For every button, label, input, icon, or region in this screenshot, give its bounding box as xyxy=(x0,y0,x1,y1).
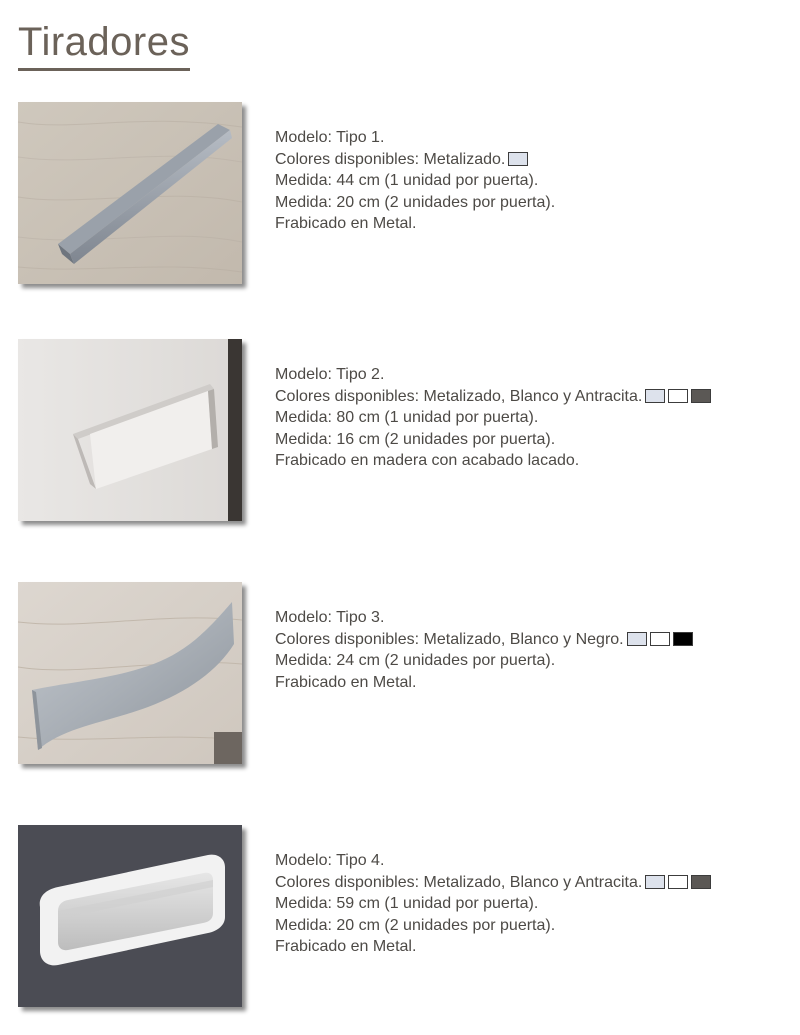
swatch-antracita xyxy=(691,389,711,403)
medida-text: Medida: 80 cm (1 unidad por puerta). xyxy=(275,409,539,426)
product-photo-tipo-4 xyxy=(18,825,242,1007)
fabricado-text: Frabicado en Metal. xyxy=(275,215,417,232)
swatch-metalizado xyxy=(508,152,528,166)
colores-text: Colores disponibles: Metalizado, Blanco y Antracita. xyxy=(275,387,643,405)
product-info-tipo-3 xyxy=(275,607,693,693)
swatch-antracita xyxy=(691,875,711,889)
medida-text: Medida: 24 cm (2 unidades por puerta). xyxy=(275,652,556,669)
fabricado-text: Frabicado en madera con acabado lacado. xyxy=(275,452,580,469)
product-photo-tipo-3 xyxy=(18,582,242,764)
colores-line xyxy=(275,386,711,408)
swatch-blanco xyxy=(668,389,688,403)
modelo-text: Modelo: Tipo 1. xyxy=(275,129,385,146)
colores-text: Colores disponibles: Metalizado. xyxy=(275,150,506,168)
swatch-blanco xyxy=(668,875,688,889)
colores-line xyxy=(275,149,555,171)
modelo-text: Modelo: Tipo 4. xyxy=(275,852,385,869)
fabricado-text: Frabicado en Metal. xyxy=(275,938,417,955)
modelo-text: Modelo: Tipo 3. xyxy=(275,609,385,626)
colores-text: Colores disponibles: Metalizado, Blanco y Antracita. xyxy=(275,873,643,891)
colores-line xyxy=(275,872,711,894)
product-photo-tipo-2 xyxy=(18,339,242,521)
product-info-tipo-2 xyxy=(275,364,711,472)
product-photo-tipo-1 xyxy=(18,102,242,284)
modelo-text: Modelo: Tipo 2. xyxy=(275,366,385,383)
fabricado-text: Frabicado en Metal. xyxy=(275,673,417,691)
medida-text: Medida: 20 cm (2 unidades por puerta). xyxy=(275,193,556,211)
product-info-tipo-1 xyxy=(275,127,555,235)
page-title: Tiradores xyxy=(18,18,190,71)
swatch-metalizado xyxy=(627,632,647,646)
medida-text: Medida: 20 cm (2 unidades por puerta). xyxy=(275,916,556,934)
colores-text: Colores disponibles: Metalizado, Blanco y Negro. xyxy=(275,630,624,648)
swatch-metalizado xyxy=(645,389,665,403)
medida-text: Medida: 16 cm (2 unidades por puerta). xyxy=(275,430,556,448)
medida-text: Medida: 59 cm (1 unidad por puerta). xyxy=(275,895,539,912)
colores-line xyxy=(275,629,693,651)
product-info-tipo-4 xyxy=(275,850,711,958)
swatch-metalizado xyxy=(645,875,665,889)
swatch-blanco xyxy=(650,632,670,646)
swatch-negro xyxy=(673,632,693,646)
medida-text: Medida: 44 cm (1 unidad por puerta). xyxy=(275,172,539,189)
